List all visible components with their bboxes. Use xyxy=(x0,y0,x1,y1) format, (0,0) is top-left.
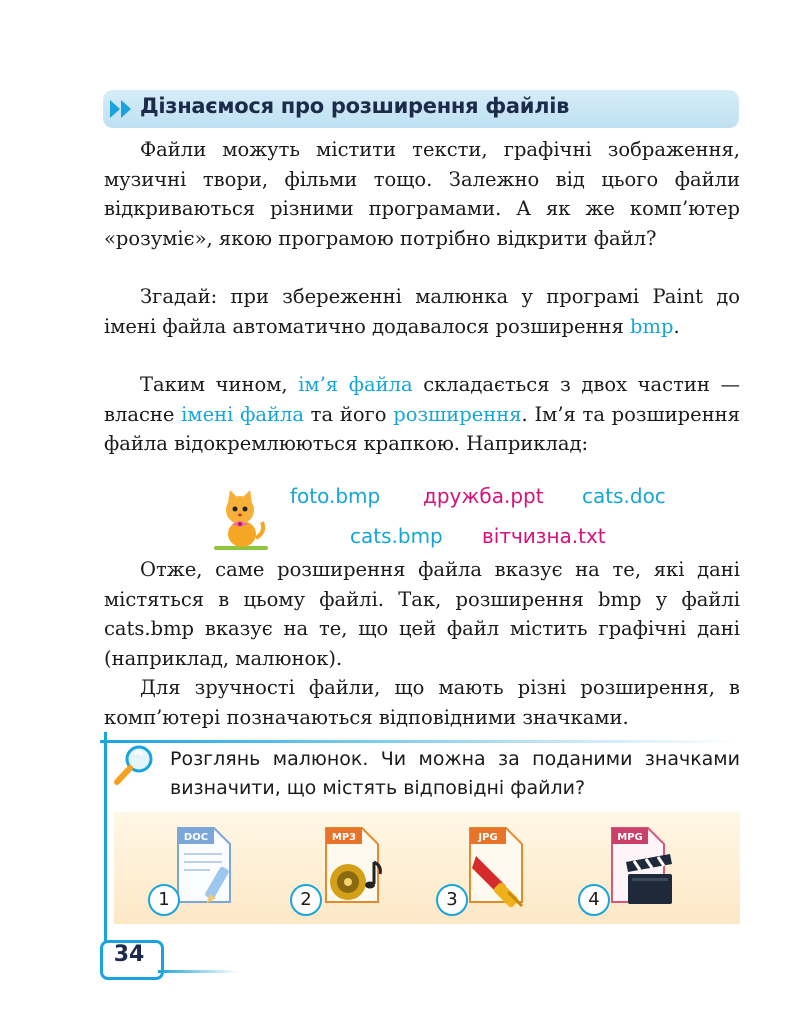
paragraph-1-text: Файли можуть містити тексти, графічні зображення, музичні твори, фільми тощо. Залежно від цього файли відкриваються різними програмами. А як же комп’ютер «розуміє», якою програмою потрібно відкрити файл? xyxy=(104,138,740,250)
number-badge-1: 1 xyxy=(148,884,180,916)
paragraph-1 xyxy=(104,135,740,253)
example-foto-bmp: foto.bmp xyxy=(290,484,381,508)
number-badge-2: 2 xyxy=(290,884,322,916)
example-vitchyzna-txt: вітчизна.txt xyxy=(482,524,606,548)
paragraph-3-part-a: Таким чином, xyxy=(140,373,299,396)
task-text: Розглянь малюнок. Чи можна за поданими значками визначити, що містять відповідні файли? xyxy=(170,748,740,799)
paragraph-3 xyxy=(104,370,740,459)
magnifier-icon xyxy=(112,742,158,788)
paragraph-3-part-b: складається з двох частин — власне xyxy=(104,373,740,426)
example-druzhba-ppt: дружба.ppt xyxy=(423,484,544,508)
term-file-name: ім’я файла xyxy=(298,373,413,396)
term-bmp: bmp xyxy=(630,314,674,338)
page-number: 34 xyxy=(113,942,145,967)
mpg-file-icon xyxy=(604,822,676,914)
paragraph-2-end: . xyxy=(673,314,680,338)
paragraph-3-part-c: та його xyxy=(303,402,394,426)
jpg-file-icon xyxy=(462,822,534,914)
cat-illustration xyxy=(212,488,270,552)
jpg-label: JPG xyxy=(478,832,498,843)
example-cats-bmp: cats.bmp xyxy=(350,524,443,548)
double-arrow-icon xyxy=(108,97,136,121)
paragraph-4-text: Отже, саме розширення файла вказує на те, які дані містяться в цьому файлі. Так, розширення bmp у файлі cats.bmp вказує на те, що цей файл містить графічні дані (наприклад, малюнок). xyxy=(104,558,740,670)
task-sidebar-line xyxy=(104,732,107,972)
paragraph-3-part-d: . Ім’я та розширення файла відокремлюються крапкою. Наприклад: xyxy=(104,402,740,455)
term-name-proper: імені файла xyxy=(181,402,304,426)
paragraph-4 xyxy=(104,555,740,673)
mp3-label: MP3 xyxy=(331,832,357,843)
term-extension: розширення xyxy=(393,402,522,426)
section-title: Дізнаємося про розширення файлів xyxy=(140,94,570,118)
example-cats-doc: cats.doc xyxy=(582,484,666,508)
mpg-label: MPG xyxy=(617,832,643,843)
paragraph-5 xyxy=(104,673,740,732)
paragraph-2 xyxy=(104,282,740,341)
task-divider xyxy=(100,740,740,743)
doc-label: DOC xyxy=(183,832,209,843)
number-badge-3: 3 xyxy=(436,884,468,916)
page-number-line xyxy=(158,970,238,973)
number-badge-4: 4 xyxy=(578,884,610,916)
doc-file-icon xyxy=(170,822,242,914)
mp3-file-icon xyxy=(318,822,390,914)
paragraph-2-text: Згадай: при збереженні малюнка у програмі Paint до імені файла автоматично додавалося розширення xyxy=(104,285,740,338)
paragraph-5-text: Для зручності файли, що мають різні розширення, в комп’ютері позначаються відповідними значками. xyxy=(104,676,740,729)
